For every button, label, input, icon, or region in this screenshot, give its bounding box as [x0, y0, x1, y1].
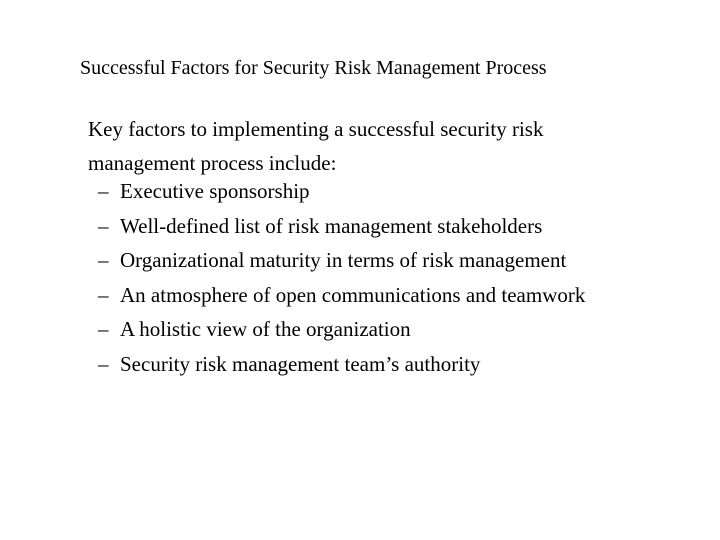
bullet-list [98, 174, 698, 381]
bullet-text: Executive sponsorship [120, 179, 310, 203]
bullet-item [98, 312, 698, 347]
bullet-text: Organizational maturity in terms of risk management [120, 248, 567, 272]
bullet-item [98, 174, 698, 209]
bullet-item [98, 243, 698, 278]
bullet-item [98, 209, 698, 244]
slide-title: Successful Factors for Security Risk Management Process [80, 57, 547, 79]
dash-bullet-icon: – [98, 213, 109, 238]
bullet-text: Security risk management team’s authority [120, 351, 481, 376]
dash-bullet-icon: – [98, 351, 109, 376]
bullet-text: Well-defined list of risk management stakeholders [120, 213, 543, 238]
bullet-text: A holistic view of the organization [120, 317, 411, 341]
dash-bullet-icon: – [98, 282, 109, 307]
dash-bullet-icon: – [98, 317, 109, 341]
bullet-item [98, 347, 698, 382]
bullet-text: An atmosphere of open communications and teamwork [120, 282, 586, 307]
bullet-item [98, 278, 698, 313]
intro-text: Key factors to implementing a successful security risk management process include: [88, 117, 544, 175]
dash-bullet-icon: – [98, 248, 109, 272]
dash-bullet-icon: – [98, 179, 109, 203]
